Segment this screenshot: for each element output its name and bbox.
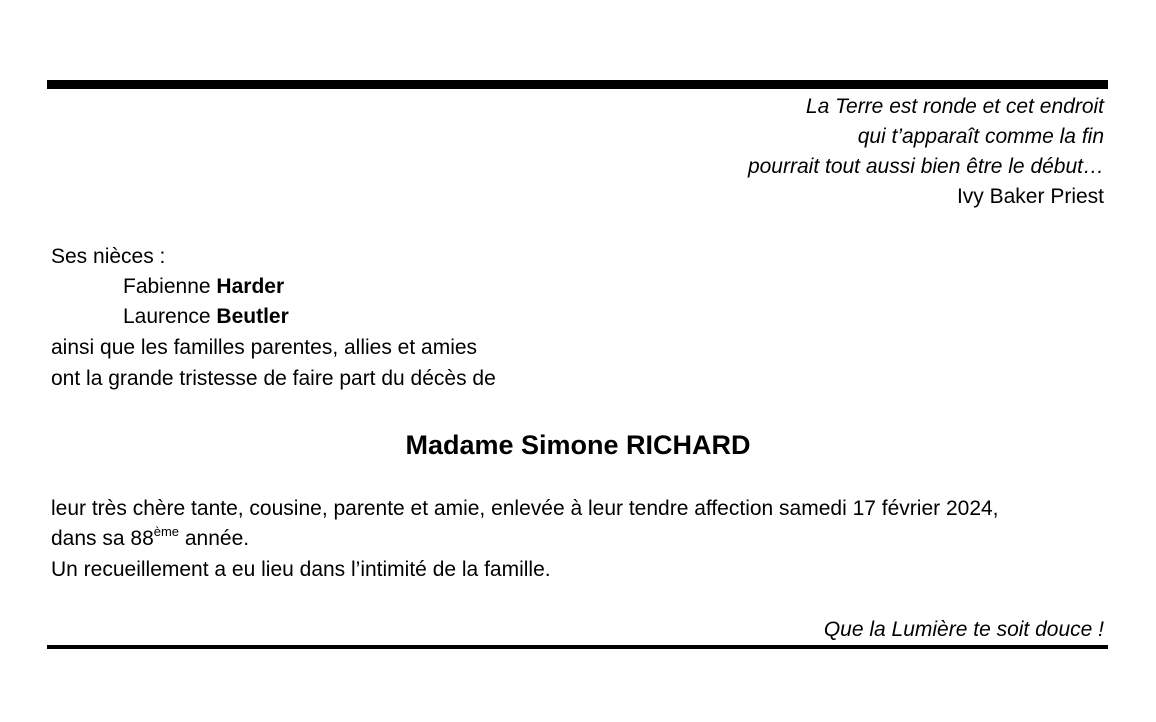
nieces-intro: Ses nièces : (51, 245, 166, 268)
epigraph-line-3: pourrait tout aussi bien être le début… (747, 155, 1104, 178)
niece-1 (123, 272, 284, 302)
details-line-1: leur très chère tante, cousine, parente et amie, enlevée à leur tendre affection samedi 17 février 2024, (51, 497, 999, 520)
epigraph-author: Ivy Baker Priest (956, 185, 1104, 208)
top-rule (47, 80, 1108, 89)
details-line-2 (51, 524, 249, 554)
niece-1-last-name: Harder (216, 275, 285, 298)
age-prefix: dans sa 88 (51, 527, 154, 550)
epigraph-line-2: qui t’apparaît comme la fin (857, 125, 1104, 148)
age-suffix: année. (179, 527, 250, 550)
niece-2-first-name: Laurence (123, 305, 211, 328)
niece-1-first-name: Fabienne (123, 275, 211, 298)
niece-2-last-name: Beutler (216, 305, 289, 328)
bottom-rule (47, 645, 1108, 649)
deceased-name: Madame Simone RICHARD (405, 430, 751, 460)
families-line: ainsi que les familles parentes, allies et amies (51, 336, 478, 359)
niece-2 (123, 302, 289, 332)
epigraph-line-1: La Terre est ronde et cet endroit (805, 95, 1104, 118)
age-ordinal-suffix: ème (153, 524, 180, 539)
details-line-3: Un recueillement a eu lieu dans l’intimité de la famille. (51, 558, 551, 581)
closing-line: Que la Lumière te soit douce ! (823, 618, 1104, 641)
sorrow-line: ont la grande tristesse de faire part du décès de (51, 367, 496, 390)
